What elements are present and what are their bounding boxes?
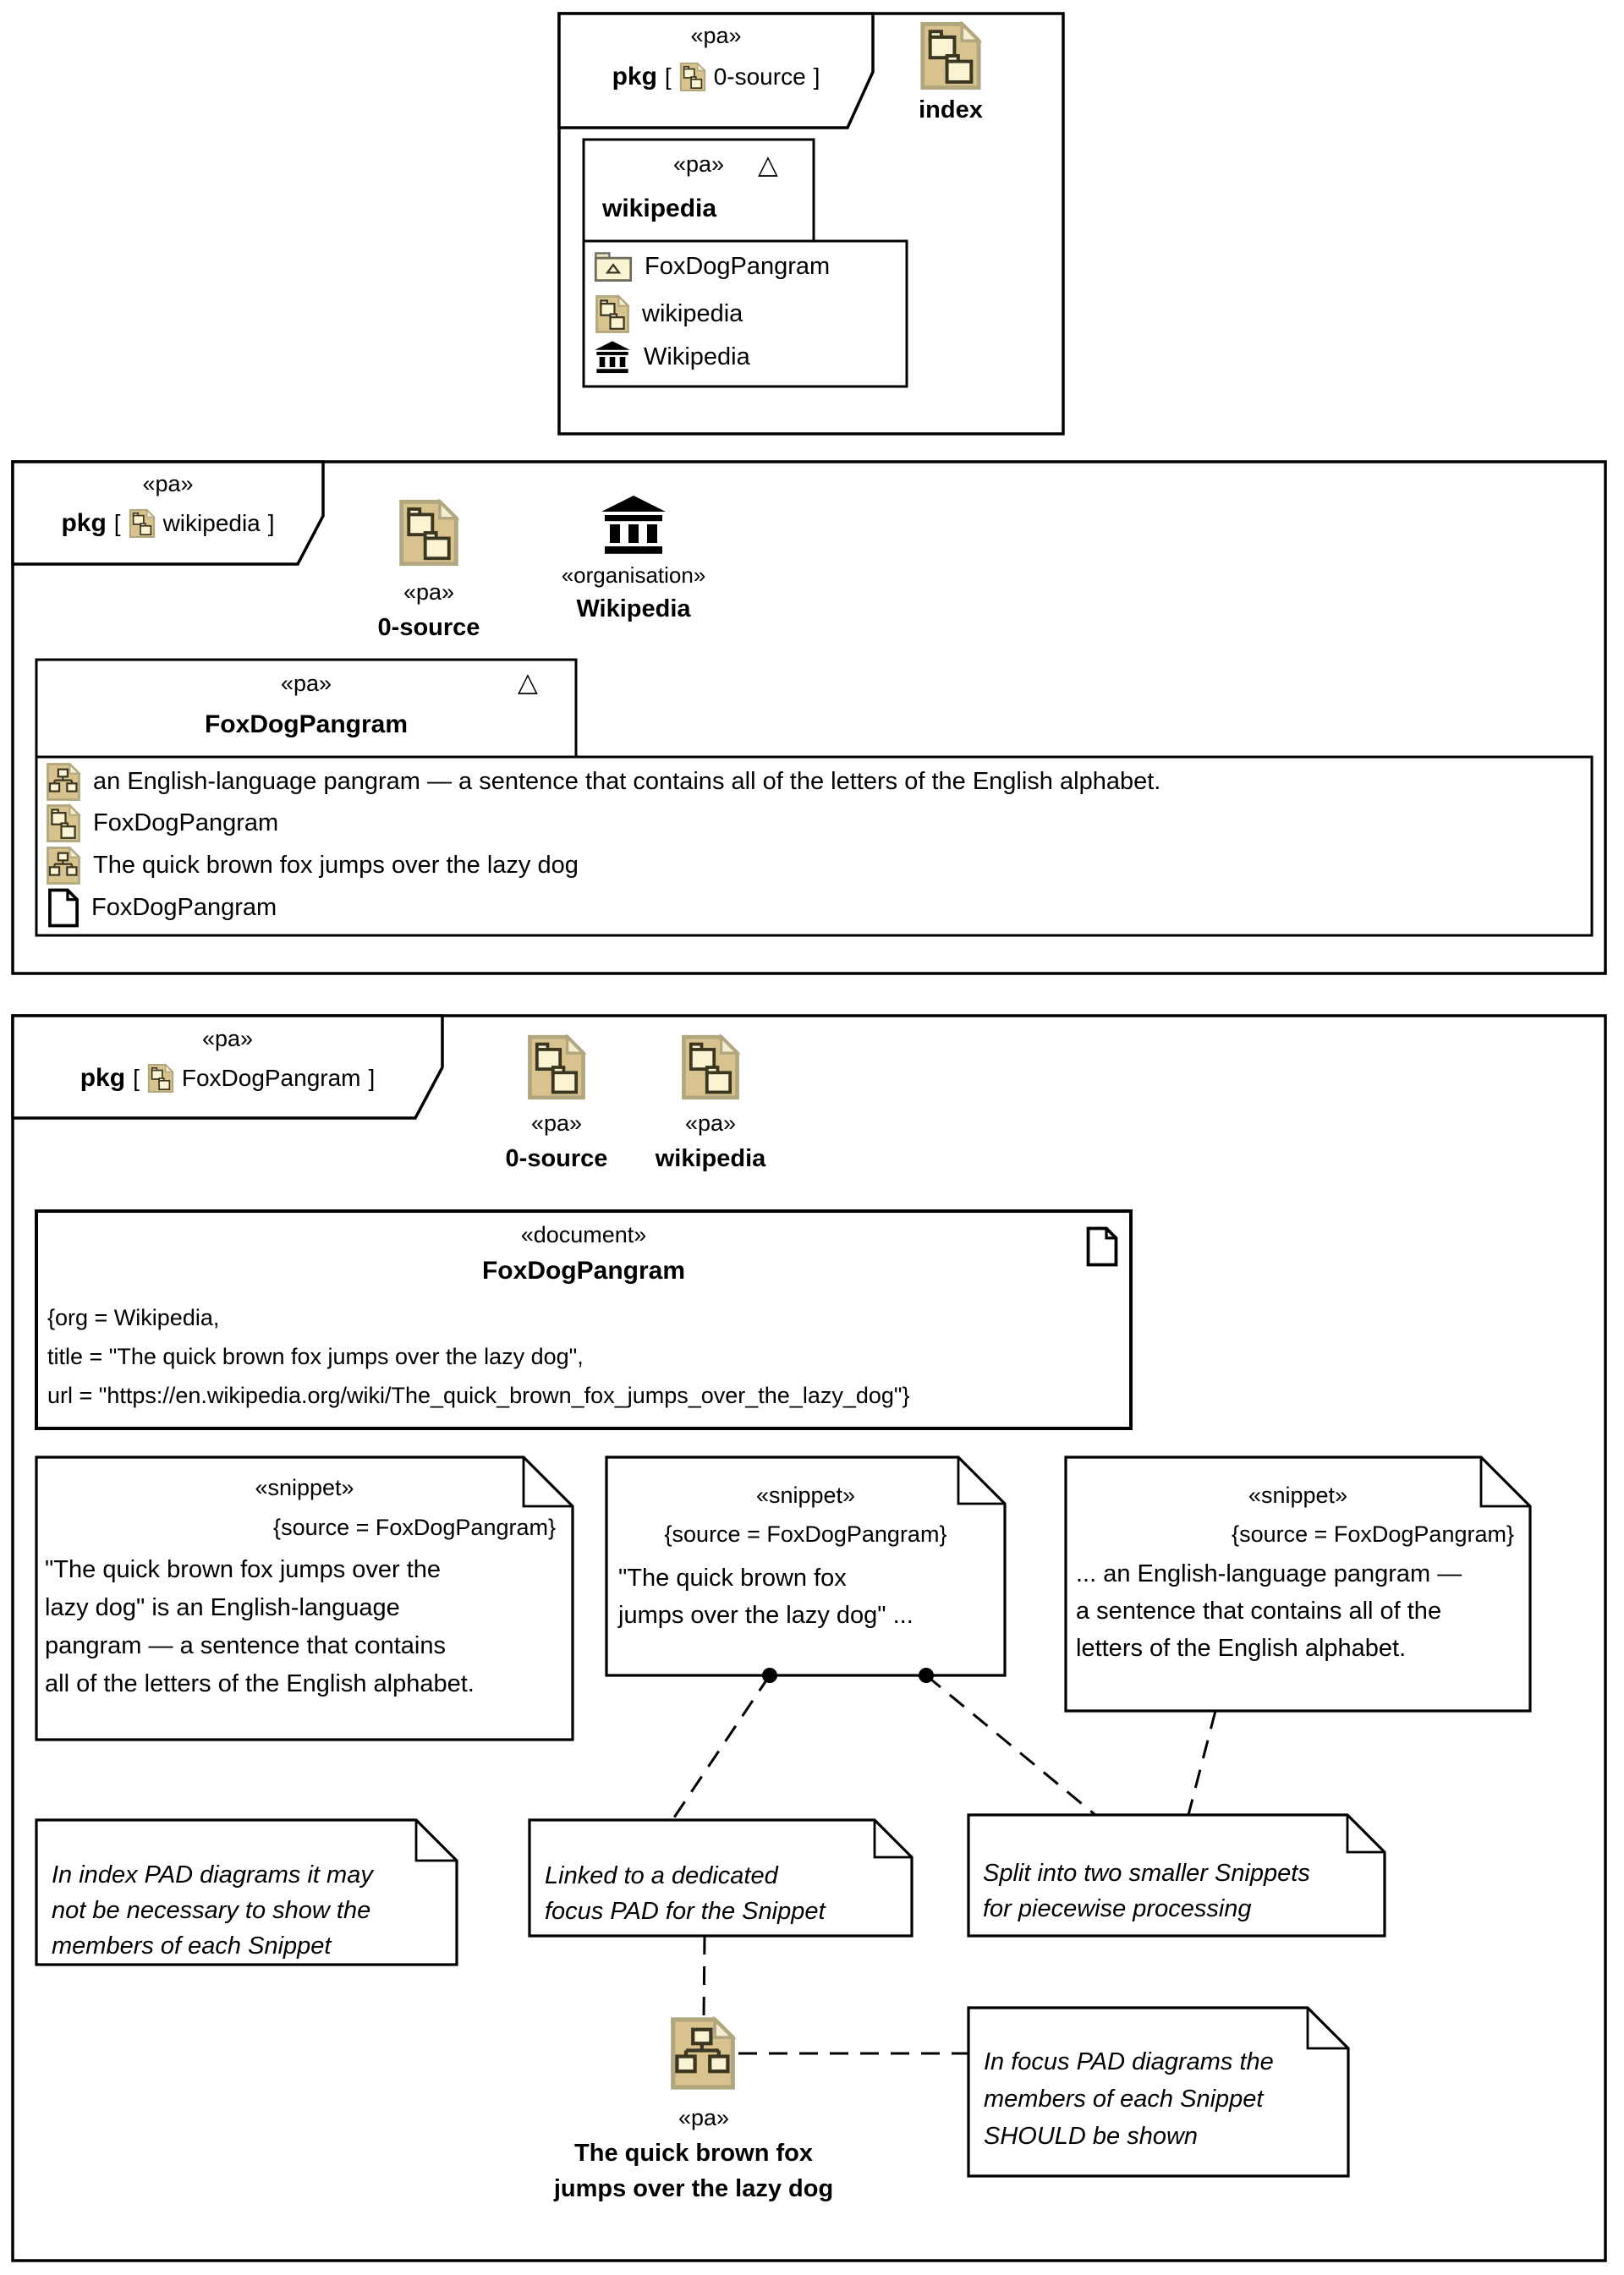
- frame-top-title: [559, 61, 873, 93]
- element-0-source-name: 0-source: [377, 614, 480, 641]
- list-item: [46, 803, 278, 843]
- pa-doc-icon: [129, 508, 156, 539]
- document-icon: [1086, 1223, 1118, 1270]
- package-fdp-stereotype: «pa»: [280, 671, 332, 696]
- anchor-dot-left: [762, 1668, 777, 1683]
- member-label: an English-language pangram — a sentence that contains all of the letters of the English alphabet.: [93, 768, 1161, 795]
- bracket-close: ]: [267, 510, 275, 537]
- member-label: FoxDogPangram: [91, 894, 277, 921]
- snippet1-stereotype: «snippet»: [255, 1475, 354, 1500]
- generalization-triangle-icon: △: [758, 150, 778, 179]
- frame-bottom-title: [13, 1062, 442, 1094]
- list-item: [593, 340, 750, 374]
- linked-note-line: Linked to a dedicated: [545, 1862, 778, 1889]
- document-attr-org: {org = Wikipedia,: [47, 1305, 220, 1330]
- anchor-dot-right: [919, 1668, 934, 1683]
- frame-top-stereotype: «pa»: [690, 23, 742, 48]
- plain-doc-icon: [47, 888, 80, 928]
- snippet3-line: letters of the English alphabet.: [1076, 1635, 1407, 1662]
- list-item: [594, 251, 830, 282]
- element-0-source-stereotype: «pa»: [403, 579, 455, 605]
- bottom-wikipedia-stereotype: «pa»: [684, 1110, 737, 1136]
- pa-doc-icon-0-source: [398, 498, 460, 567]
- document-stereotype: «document»: [520, 1222, 647, 1247]
- connector-linked-focus: [704, 1936, 705, 2017]
- focus-note-line: In focus PAD diagrams the: [984, 2048, 1274, 2075]
- index-icon-label: index: [919, 96, 983, 123]
- snippet1-line: "The quick brown fox jumps over the: [45, 1556, 442, 1583]
- bracket-close: ]: [813, 63, 820, 90]
- pkg-keyword: pkg: [61, 509, 107, 537]
- frame-middle-title: [13, 507, 323, 540]
- list-item: [46, 846, 579, 885]
- focus-note-line: SHOULD be shown: [984, 2123, 1199, 2150]
- split-note-line: for piecewise processing: [983, 1895, 1252, 1922]
- pa-doc-icon: [147, 1063, 174, 1094]
- snippet3-stereotype: «snippet»: [1248, 1483, 1348, 1508]
- snippet2-line: jumps over the lazy dog" ...: [618, 1602, 914, 1629]
- generalization-triangle-icon: △: [518, 667, 538, 697]
- element-wikipedia-stereotype: «organisation»: [561, 562, 706, 588]
- bracket-close: ]: [368, 1065, 376, 1092]
- list-item: [595, 294, 743, 334]
- snippet1-line: all of the letters of the English alphabet.: [45, 1670, 475, 1697]
- frame-bottom-name: FoxDogPangram: [181, 1065, 361, 1092]
- focus-note-line: members of each Snippet: [984, 2086, 1264, 2113]
- focus-element-name-line1: The quick brown fox: [574, 2140, 813, 2167]
- package-wikipedia-stereotype: «pa»: [672, 151, 725, 177]
- index-note-line: members of each Snippet: [52, 1932, 332, 1960]
- member-label: FoxDogPangram: [93, 809, 279, 836]
- bracket-open: [: [664, 63, 672, 90]
- bracket-open: [: [113, 510, 121, 537]
- package-fdp-name: FoxDogPangram: [204, 710, 409, 738]
- snippet3-line: a sentence that contains all of the: [1076, 1598, 1442, 1625]
- snippet2-stereotype: «snippet»: [755, 1483, 856, 1508]
- snippet2-line: "The quick brown fox: [618, 1565, 847, 1592]
- snippet1-source: {source = FoxDogPangram}: [273, 1515, 556, 1540]
- document-attr-title: title = "The quick brown fox jumps over the lazy dog",: [47, 1344, 584, 1369]
- bottom-0-source-stereotype: «pa»: [530, 1110, 583, 1136]
- snippet1-line: lazy dog" is an English-language: [45, 1594, 400, 1621]
- snippet-doc-icon-focus: [669, 2015, 737, 2091]
- element-wikipedia-name: Wikipedia: [576, 595, 691, 622]
- package-wikipedia-name: wikipedia: [602, 195, 717, 222]
- split-note-line: Split into two smaller Snippets: [983, 1860, 1310, 1887]
- member-label: FoxDogPangram: [645, 253, 831, 280]
- pa-doc-icon: [46, 803, 81, 843]
- bottom-0-source-name: 0-source: [505, 1145, 608, 1172]
- snippet-doc-icon: [46, 846, 81, 885]
- document-attr-url: url = "https://en.wikipedia.org/wiki/The_quick_brown_fox_jumps_over_the_lazy_dog"}: [47, 1383, 910, 1408]
- folder-triangle-icon: [594, 251, 633, 282]
- focus-element-stereotype: «pa»: [678, 2105, 730, 2130]
- pa-doc-icon: [595, 294, 630, 334]
- pa-doc-icon-index: [919, 20, 983, 91]
- pa-doc-icon: [679, 62, 706, 92]
- list-item: [47, 888, 277, 928]
- linked-note-line: focus PAD for the Snippet: [545, 1898, 826, 1925]
- document-name: FoxDogPangram: [481, 1257, 686, 1285]
- member-label: The quick brown fox jumps over the lazy dog: [93, 852, 579, 879]
- focus-element-name-line2: jumps over the lazy dog: [553, 2175, 834, 2202]
- index-note-line: not be necessary to show the: [52, 1897, 371, 1924]
- frame-top-name: 0-source: [713, 63, 806, 90]
- bank-icon: [593, 340, 632, 374]
- frame-middle-stereotype: «pa»: [142, 471, 194, 496]
- member-label: Wikipedia: [644, 343, 750, 370]
- index-note-line: In index PAD diagrams it may: [52, 1861, 373, 1889]
- bracket-open: [: [133, 1065, 140, 1092]
- pa-doc-icon-wikipedia: [680, 1033, 741, 1101]
- snippet-doc-icon: [46, 762, 81, 802]
- snippet3-source: {source = FoxDogPangram}: [1232, 1521, 1514, 1547]
- member-label: wikipedia: [642, 300, 743, 327]
- list-item: [46, 762, 1160, 802]
- pkg-keyword: pkg: [80, 1064, 126, 1092]
- bank-icon-wikipedia: [598, 493, 669, 556]
- bottom-wikipedia-name: wikipedia: [655, 1145, 766, 1172]
- frame-bottom-stereotype: «pa»: [201, 1026, 254, 1051]
- pkg-keyword: pkg: [612, 63, 657, 90]
- frame-middle-name: wikipedia: [162, 510, 261, 537]
- snippet2-source: {source = FoxDogPangram}: [664, 1521, 947, 1547]
- snippet3-line: ... an English-language pangram —: [1076, 1560, 1462, 1587]
- pa-doc-icon-0-source: [526, 1033, 587, 1101]
- snippet1-line: pangram — a sentence that contains: [45, 1632, 446, 1659]
